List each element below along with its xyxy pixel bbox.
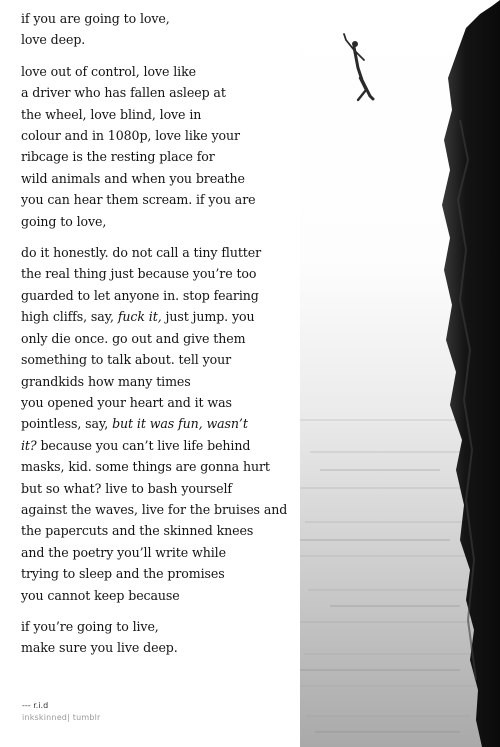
poem-line: and the poetry you’ll write while [21, 544, 226, 560]
cliff-photo-graphic [300, 0, 500, 747]
poem-text-run: pointless, say, [21, 416, 113, 432]
stanza-2 [21, 61, 311, 232]
cliff-diver-photo [300, 0, 500, 747]
poem-line: going to love, [21, 213, 107, 229]
stanza-4 [21, 616, 311, 659]
poem-line: a driver who has fallen asleep at [21, 85, 226, 101]
poem-line: the papercuts and the skinned knees [21, 523, 254, 539]
signature-block [22, 700, 101, 724]
poem-line: only die once. go out and give them [21, 330, 246, 346]
poem-line [21, 306, 311, 327]
poem-line: love deep. [21, 32, 86, 48]
poem-line: grandkids how many times [21, 373, 191, 389]
poem-line [21, 435, 311, 456]
poem-line: masks, kid. some things are gonna hurt [21, 459, 270, 475]
poem-line: you can hear them scream. if you are [21, 192, 256, 208]
stanza-1 [21, 8, 311, 51]
poem-line: if you’re going to live, [21, 618, 159, 634]
poem-text [21, 8, 311, 669]
poem-line [21, 413, 311, 434]
poem-line: something to talk about. tell your [21, 352, 232, 368]
poem-line: wild animals and when you breathe [21, 170, 245, 186]
poem-line: the real thing just because you’re too [21, 266, 257, 282]
poem-line: trying to sleep and the promises [21, 566, 225, 582]
poem-italic-run: it? [21, 437, 37, 453]
poem-line: ribcage is the resting place for [21, 149, 215, 165]
poem-line: colour and in 1080p, love like your [21, 128, 240, 144]
poem-line: love out of control, love like [21, 63, 196, 79]
poem-line: you cannot keep because [21, 587, 180, 603]
poem-italic-run: fuck it, [117, 309, 162, 325]
tumblr-credit: inkskinned| tumblr [22, 713, 101, 722]
poem-line: you opened your heart and it was [21, 394, 232, 410]
poem-line: do it honestly. do not call a tiny flutter [21, 245, 262, 261]
stanza-3 [21, 242, 311, 606]
poem-line: make sure you live deep. [21, 640, 178, 656]
poem-line: against the waves, live for the bruises and [21, 501, 288, 517]
poem-line: guarded to let anyone in. stop fearing [21, 287, 259, 303]
author-signature: --- r.i.d [22, 701, 49, 710]
poem-text-run: just jump. you [161, 309, 255, 325]
poem-line: the wheel, love blind, love in [21, 106, 202, 122]
poem-line: if you are going to love, [21, 11, 170, 26]
poem-line: but so what? live to bash yourself [21, 480, 232, 496]
poem-text-run: high cliffs, say, [21, 309, 118, 325]
poem-italic-run: but it was fun, wasn’t [112, 416, 248, 432]
poem-text-run: because you can’t live life behind [36, 437, 251, 453]
